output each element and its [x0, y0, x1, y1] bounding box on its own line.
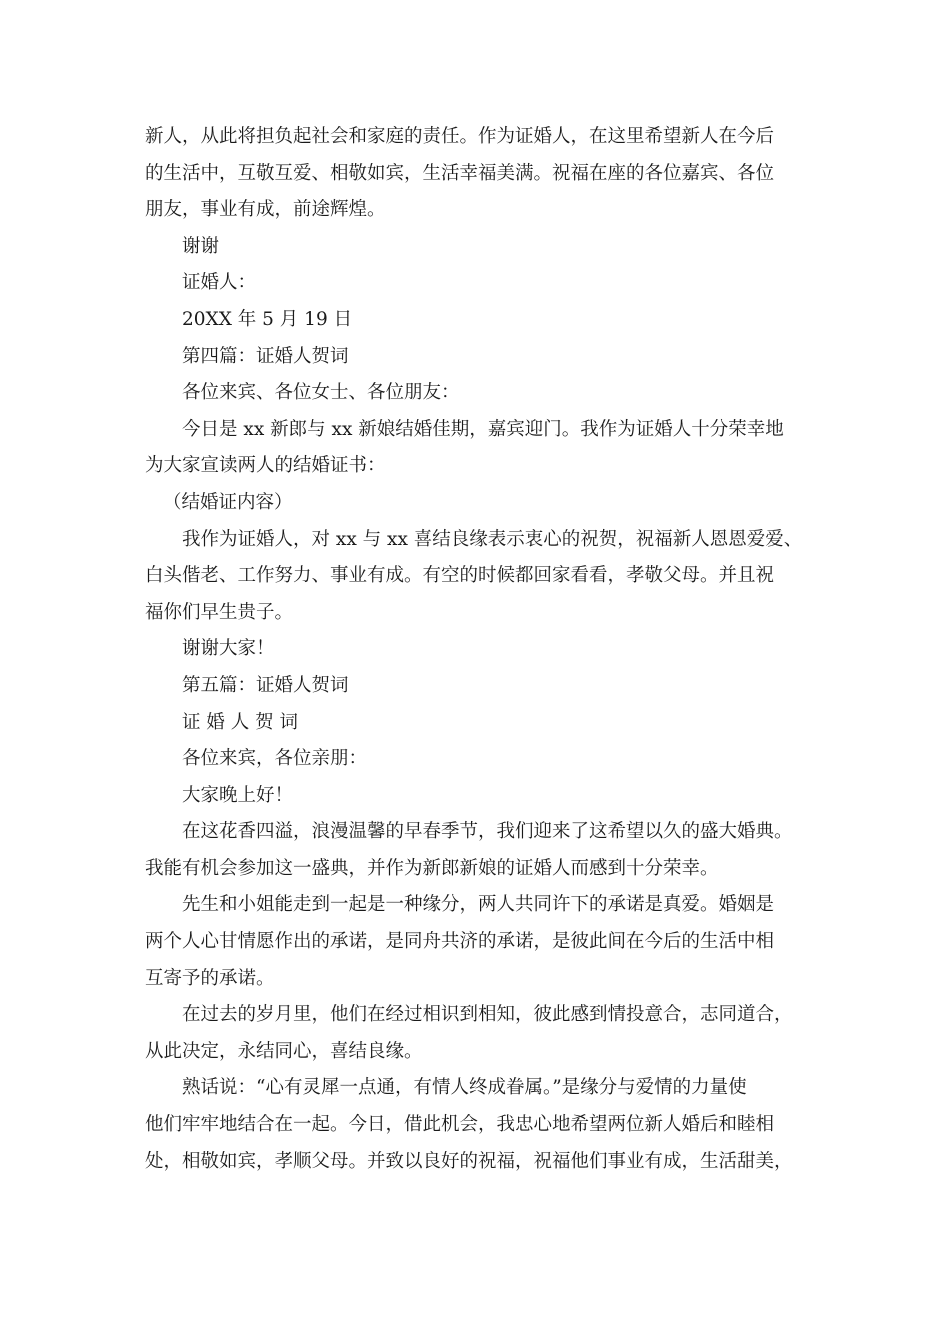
paragraph-line: 互寄予的承诺。 [145, 967, 275, 989]
date-line: 20XX 年 5 月 19 日 [182, 308, 353, 330]
greeting-line: 各位来宾、各位女士、各位朋友： [182, 382, 460, 404]
thanks-line: 谢谢 [182, 235, 220, 257]
paragraph-line: 在这花香四溢，浪漫温馨的早春季节，我们迎来了这希望以久的盛大婚典。 [182, 821, 793, 843]
paragraph-line: 从此决定，永结同心，喜结良缘。 [145, 1040, 423, 1062]
paragraph-line: 两个人心甘情愿作出的承诺，是同舟共济的承诺，是彼此间在今后的生活中相 [145, 931, 775, 953]
paragraph-line: 为大家宣读两人的结婚证书： [145, 455, 386, 477]
speech-title: 证 婚 人 贺 词 [182, 711, 299, 733]
section-heading-4: 第四篇：证婚人贺词 [182, 345, 349, 367]
paragraph-line: 先生和小姐能走到一起是一种缘分，两人共同许下的承诺是真爱。婚姻是 [182, 894, 775, 916]
thanks-line: 谢谢大家！ [182, 638, 275, 660]
document-body [145, 119, 825, 1180]
greeting-line: 大家晚上好！ [182, 784, 294, 806]
paragraph-line: 他们牢牢地结合在一起。今日，借此机会，我忠心地希望两位新人婚后和睦相 [145, 1114, 775, 1136]
greeting-line: 各位来宾，各位亲朋： [182, 748, 368, 770]
paragraph-line: 在过去的岁月里，他们在经过相识到相知，彼此感到情投意合，志同道合， [182, 1004, 793, 1026]
witness-label: 证婚人： [182, 272, 257, 294]
certificate-note: （结婚证内容） [163, 491, 293, 513]
paragraph-line: 今日是 xx 新郎与 xx 新娘结婚佳期，嘉宾迎门。我作为证婚人十分荣幸地 [182, 418, 784, 440]
paragraph-line: 新人，从此将担负起社会和家庭的责任。作为证婚人，在这里希望新人在今后 [145, 126, 775, 147]
section-heading-5: 第五篇：证婚人贺词 [182, 674, 349, 696]
paragraph-line: 福你们早生贵子。 [145, 601, 294, 623]
paragraph-line: 我能有机会参加这一盛典，并作为新郎新娘的证婚人而感到十分荣幸。 [145, 857, 719, 879]
paragraph-line: 我作为证婚人，对 xx 与 xx 喜结良缘表示衷心的祝贺，祝福新人恩恩爱爱、 [182, 528, 803, 550]
paragraph-line: 的生活中，互敬互爱、相敬如宾，生活幸福美满。祝福在座的各位嘉宾、各位 [145, 162, 775, 184]
paragraph-line: 熟话说：“心有灵犀一点通，有情人终成眷属。”是缘分与爱情的力量使 [182, 1077, 747, 1099]
paragraph-line: 处，相敬如宾，孝顺父母。并致以良好的祝福，祝福他们事业有成，生活甜美， [145, 1150, 793, 1172]
paragraph-line: 白头偕老、工作努力、事业有成。有空的时候都回家看看，孝敬父母。并且祝 [145, 565, 775, 587]
paragraph-line: 朋友，事业有成，前途辉煌。 [145, 199, 386, 221]
